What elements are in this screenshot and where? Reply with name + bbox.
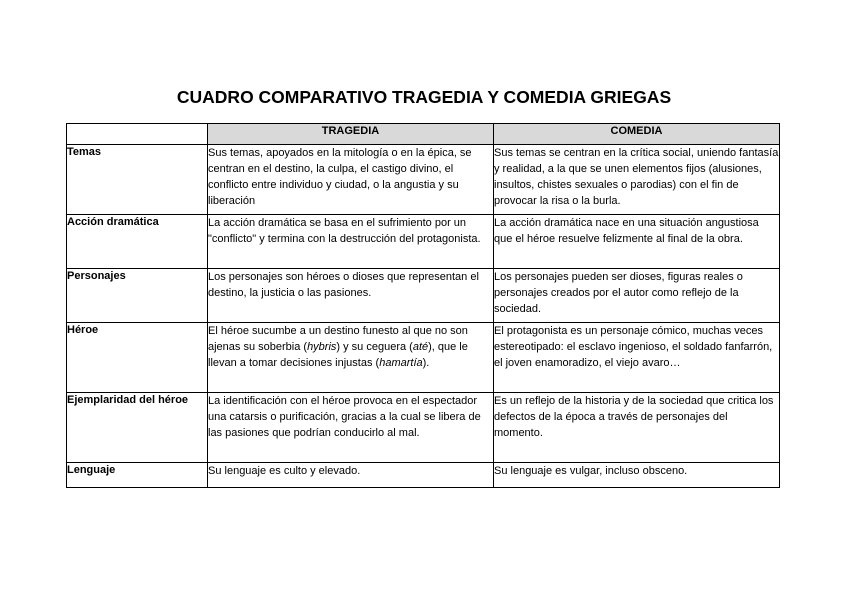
table-row (67, 393, 780, 463)
header-blank-cell (67, 124, 208, 145)
heroe-text-2: ) y su ceguera ( (336, 341, 413, 353)
tragedia-personajes: Los personajes son héroes o dioses que representan el destino, la justicia o las pasiones. (208, 269, 494, 323)
heroe-text-4: ). (422, 357, 430, 369)
comedia-personajes: Los personajes pueden ser dioses, figuras reales o personajes creados por el autor como reflejo de la sociedad. (494, 269, 780, 323)
heroe-italic-ate: até (412, 341, 429, 353)
heroe-italic-hybris: hybris (307, 341, 337, 353)
heroe-text-1: El héroe sucumbe a un destino funesto al que no son ajenas su soberbia ( (208, 325, 468, 353)
row-label-personajes: Personajes (67, 269, 208, 323)
header-comedia: COMEDIA (494, 124, 780, 145)
comedia-heroe: El protagonista es un personaje cómico, muchas veces estereotipado: el esclavo ingenioso, el soldado fanfarrón, el joven enamoradizo, el viejo avaro… (494, 323, 780, 393)
comedia-lenguaje: Su lenguaje es vulgar, incluso obsceno. (494, 463, 780, 488)
tragedia-temas: Sus temas, apoyados en la mitología o en la épica, se centran en el destino, la culpa, el castigo divino, el conflicto entre individuo y ciudad, o la angustia y su liberación (208, 145, 494, 215)
tragedia-lenguaje: Su lenguaje es culto y elevado. (208, 463, 494, 488)
page-title: CUADRO COMPARATIVO TRAGEDIA Y COMEDIA GRIEGAS (176, 87, 672, 107)
table-row (67, 463, 780, 488)
tragedia-accion: La acción dramática se basa en el sufrimiento por un "conflicto" y termina con la destrucción del protagonista. (208, 215, 494, 269)
row-label-ejemplaridad: Ejemplaridad del héroe (67, 393, 208, 463)
table-row (67, 215, 780, 269)
heroe-italic-hamartia: hamartía (379, 357, 423, 369)
table-row (67, 145, 780, 215)
comedia-ejemplaridad: Es un reflejo de la historia y de la sociedad que critica los defectos de la época a través de personajes del momento. (494, 393, 780, 463)
row-label-lenguaje: Lenguaje (67, 463, 208, 488)
comedia-accion: La acción dramática nace en una situación angustiosa que el héroe resuelve felizmente al final de la obra. (494, 215, 780, 269)
header-tragedia: TRAGEDIA (208, 124, 494, 145)
table-row (67, 269, 780, 323)
heroe-text-3: ), que le llevan a tomar decisiones injustas ( (208, 341, 468, 369)
comparison-table (66, 123, 780, 488)
tragedia-heroe (208, 323, 494, 393)
row-label-temas: Temas (67, 145, 208, 215)
row-label-heroe: Héroe (67, 323, 208, 393)
table-row (67, 323, 780, 393)
comedia-temas: Sus temas se centran en la crítica social, uniendo fantasía y realidad, a la que se unen elementos fijos (alusiones, insultos, chistes sexuales o parodias) con el fin de provocar la risa o la burla. (494, 145, 780, 215)
table-header-row (67, 124, 780, 145)
row-label-accion: Acción dramática (67, 215, 208, 269)
tragedia-ejemplaridad: La identificación con el héroe provoca en el espectador una catarsis o purificación, gracias a la cual se libera de las pasiones que podrían conducirlo al mal. (208, 393, 494, 463)
